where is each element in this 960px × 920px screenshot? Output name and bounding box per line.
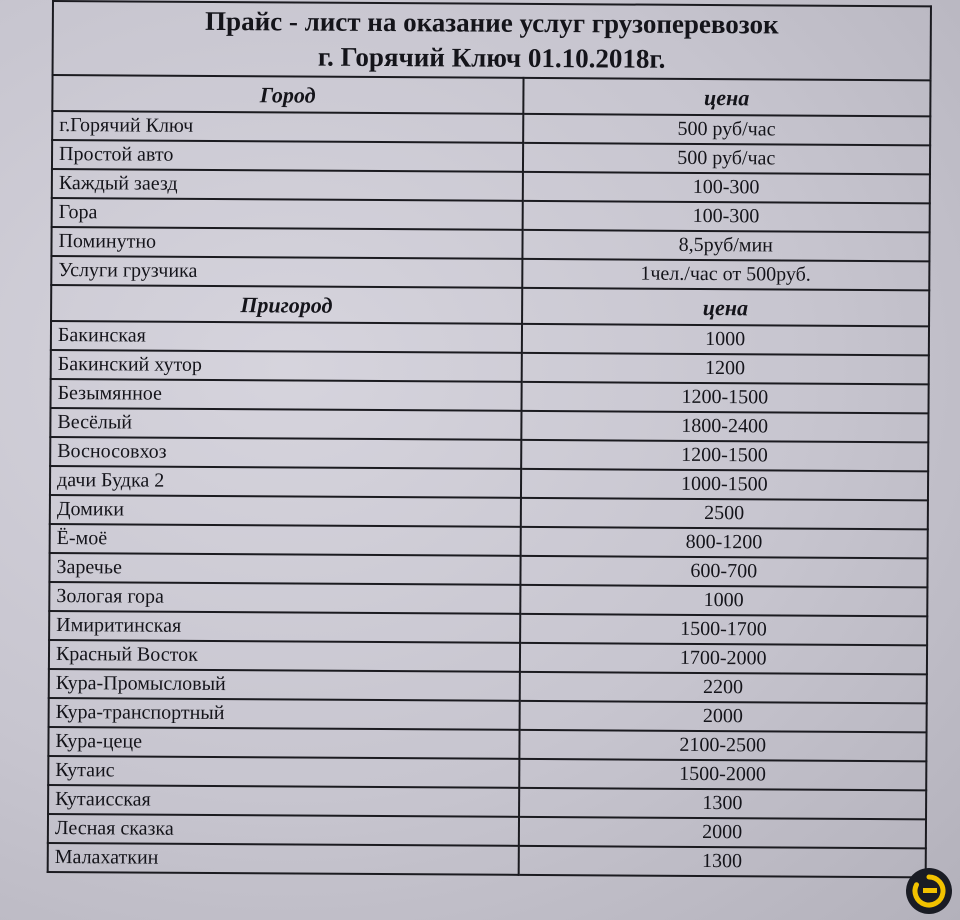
- price-list-sheet: [47, 0, 932, 878]
- row-price: 1800-2400: [521, 411, 929, 442]
- row-name: Восносовхоз: [50, 437, 521, 469]
- row-price: 500 руб/час: [523, 114, 931, 145]
- table-row: [48, 843, 926, 877]
- row-price: 100-300: [522, 201, 930, 232]
- row-price: 2200: [519, 672, 927, 703]
- row-price: 8,5руб/мин: [522, 230, 930, 261]
- row-price: 1000: [520, 585, 928, 616]
- row-name: Кура-Промысловый: [49, 669, 520, 701]
- row-name: Кура-транспортный: [49, 698, 520, 730]
- row-name: Кутаисская: [48, 785, 519, 817]
- row-price: 1200: [521, 353, 929, 384]
- row-price: 1500-1700: [520, 614, 928, 645]
- city_section-header-row: [52, 75, 930, 116]
- row-name: Кура-цеце: [48, 727, 519, 759]
- row-price: 600-700: [520, 556, 928, 587]
- row-name: Простой авто: [52, 140, 523, 172]
- row-price: 2000: [518, 817, 926, 848]
- row-price: 2000: [519, 701, 927, 732]
- row-price: 1000: [521, 324, 929, 355]
- row-price: 800-1200: [520, 527, 928, 558]
- row-name: Каждый заезд: [52, 169, 523, 201]
- row-name: Кутаис: [48, 756, 519, 788]
- row-price: 1000-1500: [521, 469, 929, 500]
- row-name: Красный Восток: [49, 640, 520, 672]
- row-price: 1500-2000: [519, 759, 927, 790]
- row-price: 500 руб/час: [523, 143, 931, 174]
- row-price: 1чел./час от 500руб.: [522, 259, 930, 290]
- watermark-logo-icon: [906, 868, 952, 914]
- suburb_section-header-price: цена: [522, 288, 930, 326]
- row-price: 2500: [520, 498, 928, 529]
- row-price: 1200-1500: [521, 440, 929, 471]
- row-name: Малахаткин: [48, 843, 519, 875]
- row-name: Поминутно: [51, 227, 522, 259]
- row-price: 1200-1500: [521, 382, 929, 413]
- price-table-body: [48, 75, 931, 877]
- suburb_section-header-row: [51, 285, 929, 326]
- row-name: Зологая гора: [49, 582, 520, 614]
- row-name: Бакинский хутор: [51, 350, 522, 382]
- row-name: г.Горячий Ключ: [52, 111, 523, 143]
- row-price: 1700-2000: [519, 643, 927, 674]
- row-name: Услуги грузчика: [51, 256, 522, 288]
- row-price: 1300: [518, 846, 926, 877]
- title-block: [52, 0, 932, 79]
- row-name: Заречье: [49, 553, 520, 585]
- suburb_section-header-name: Пригород: [51, 285, 522, 324]
- row-name: Бакинская: [51, 321, 522, 353]
- row-name: Безымянное: [51, 379, 522, 411]
- row-name: Весёлый: [50, 408, 521, 440]
- row-name: Гора: [52, 198, 523, 230]
- row-price: 1300: [519, 788, 927, 819]
- city_section-header-price: цена: [523, 78, 931, 116]
- row-name: Лесная сказка: [48, 814, 519, 846]
- row-name: Имиритинская: [49, 611, 520, 643]
- price-table: [47, 74, 932, 878]
- title-line-2: г. Горячий Ключ 01.10.2018г.: [317, 41, 666, 74]
- row-name: Ё-моё: [50, 524, 521, 556]
- row-price: 100-300: [522, 172, 930, 203]
- city_section-header-name: Город: [52, 75, 523, 114]
- row-name: дачи Будка 2: [50, 466, 521, 498]
- title-line-1: Прайс - лист на оказание услуг грузоперевозок: [205, 5, 779, 40]
- row-name: Домики: [50, 495, 521, 527]
- row-price: 2100-2500: [519, 730, 927, 761]
